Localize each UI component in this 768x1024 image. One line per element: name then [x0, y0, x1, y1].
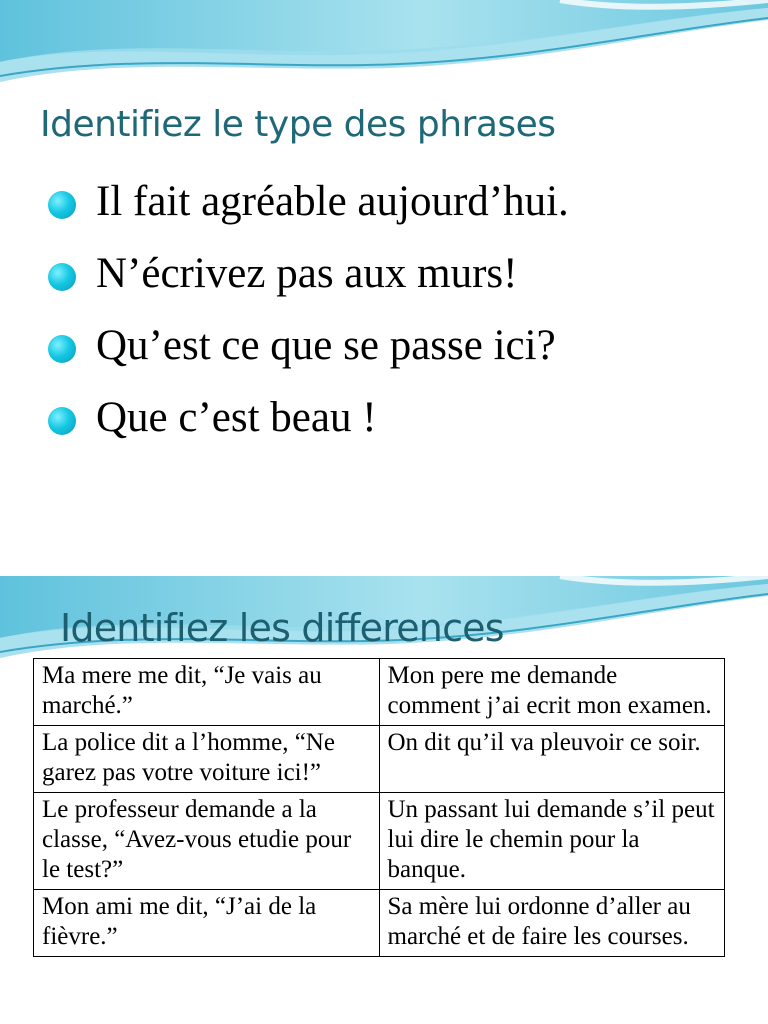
sentence-text: Qu’est ce que se passe ici? — [96, 322, 556, 369]
table-cell: La police dit a l’homme, “Ne garez pas votre voiture ici!” — [34, 726, 380, 793]
sentence-text: N’écrivez pas aux murs! — [96, 250, 518, 297]
table-cell: Mon ami me dit, “J’ai de la fièvre.” — [34, 890, 380, 957]
header-wave-decoration — [0, 0, 768, 95]
sentence-text: Que c’est beau ! — [96, 394, 377, 441]
slide-1-title: Identifiez le type des phrases — [40, 104, 556, 145]
table-cell: Un passant lui demande s’il peut lui dire le chemin pour la banque. — [379, 793, 725, 890]
table-cell: On dit qu’il va pleuvoir ce soir. — [379, 726, 725, 793]
table-row — [34, 793, 725, 890]
slide-2 — [0, 576, 768, 1024]
differences-table — [33, 658, 725, 957]
list-item — [48, 312, 569, 384]
list-item — [48, 168, 569, 240]
list-item — [48, 240, 569, 312]
bullet-icon — [48, 191, 76, 219]
table-row — [34, 890, 725, 957]
slide-2-title: Identifiez les differences — [60, 606, 504, 650]
bullet-icon — [48, 335, 76, 363]
sentence-text: Il fait agréable aujourd’hui. — [96, 178, 569, 225]
bullet-icon — [48, 407, 76, 435]
list-item — [48, 384, 569, 456]
sentence-list — [48, 168, 569, 456]
table-cell: Le professeur demande a la classe, “Avez-vous etudie pour le test?” — [34, 793, 380, 890]
table-row — [34, 726, 725, 793]
table-cell: Ma mere me dit, “Je vais au marché.” — [34, 659, 380, 726]
table-cell: Sa mère lui ordonne d’aller au marché et de faire les courses. — [379, 890, 725, 957]
table-cell: Mon pere me demande comment j’ai ecrit mon examen. — [379, 659, 725, 726]
bullet-icon — [48, 263, 76, 291]
table-row — [34, 659, 725, 726]
